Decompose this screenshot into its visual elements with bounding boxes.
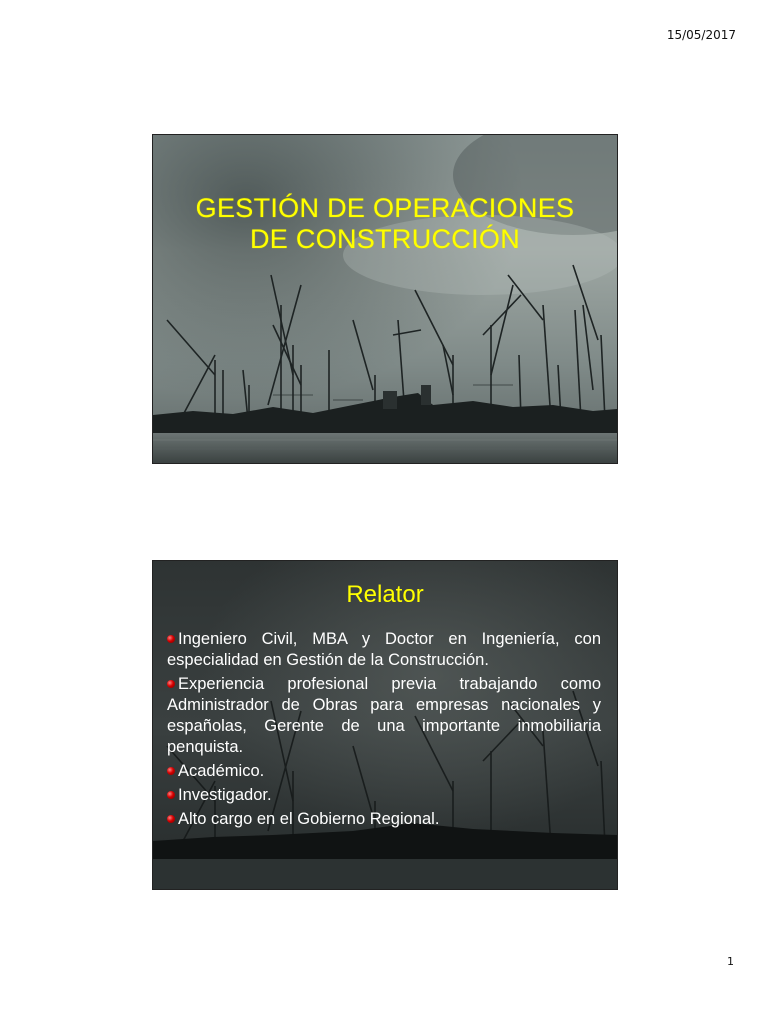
bullet-icon bbox=[167, 815, 175, 823]
list-item: Experiencia profesional previa trabajando como Administrador de Obras para empresas nacionales y españolas, Gerente de una importante inmobiliaria penquista. bbox=[167, 675, 601, 756]
bullet-icon bbox=[167, 635, 175, 643]
list-item: Investigador. bbox=[167, 785, 601, 806]
list-item: Alto cargo en el Gobierno Regional. bbox=[167, 809, 601, 830]
page-date: 15/05/2017 bbox=[666, 28, 736, 42]
slide-title-heading bbox=[153, 193, 617, 255]
list-item: Ingeniero Civil, MBA y Doctor en Ingeniería, con especialidad en Gestión de la Construcción. bbox=[167, 630, 601, 669]
title-line-1: GESTIÓN DE OPERACIONES bbox=[195, 193, 575, 223]
slide-relator bbox=[152, 560, 618, 890]
bullet-icon bbox=[167, 680, 175, 688]
title-line-2: DE CONSTRUCCIÓN bbox=[249, 224, 520, 254]
relator-title: Relator bbox=[346, 581, 424, 608]
relator-bullet-list bbox=[167, 629, 601, 833]
construction-cranes-photo bbox=[153, 135, 617, 463]
bullet-icon bbox=[167, 767, 175, 775]
page-number: 1 bbox=[727, 955, 734, 968]
slide-title bbox=[152, 134, 618, 464]
bullet-icon bbox=[167, 791, 175, 799]
list-item: Académico. bbox=[167, 761, 601, 782]
